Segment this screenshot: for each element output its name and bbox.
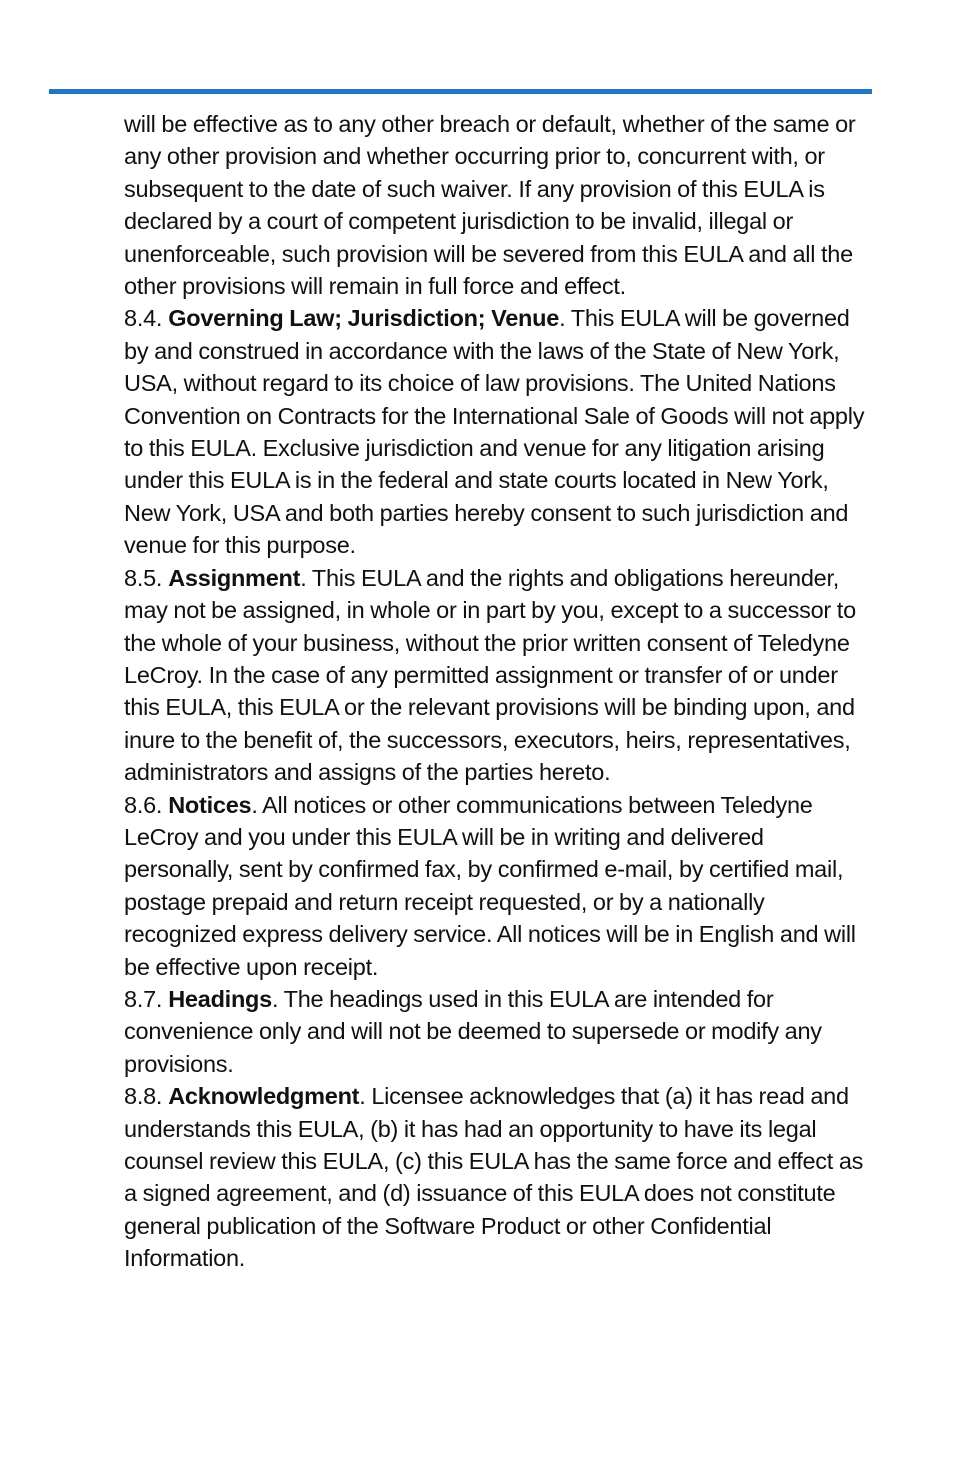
section-number: 8.6. — [124, 791, 163, 818]
section-body: . The headings used in this EULA are intended for convenience only and will not be deemed to supersede or modify any provisions. — [124, 985, 822, 1077]
section-heading: Acknowledgment — [168, 1083, 360, 1110]
section-body: . This EULA will be governed by and construed in accordance with the laws of the State of New York, USA, without regard to its choice of law provisions. The United Nations Convention on Contracts for the International Sale of Goods will not apply to this EULA. Exclusive jurisdiction and venue for any litigation arising under this EULA is in the federal and state courts located in New York, New York, USA and both parties hereby consent to such jurisdiction and venue for this purpose. — [124, 305, 865, 559]
section-heading: Assignment — [168, 564, 301, 591]
section-number: 8.5. — [124, 564, 163, 591]
section-assignment — [124, 562, 869, 789]
section-heading: Governing Law; Jurisdiction; Venue — [168, 305, 560, 332]
section-number: 8.7. — [124, 985, 163, 1012]
section-body: . Licensee acknowledges that (a) it has read and understands this EULA, (b) it has had an opportunity to have its legal counsel review this EULA, (c) this EULA has the same force and effect as a signed agreement, and (d) issuance of this EULA does not constitute general publication of the Software Product or other Confidential Information. — [124, 1083, 864, 1272]
section-acknowledgment — [124, 1080, 869, 1274]
document-body — [124, 108, 869, 1275]
section-notices — [124, 789, 869, 983]
section-body: . This EULA and the rights and obligations hereunder, may not be assigned, in whole or in part by you, except to a successor to the whole of your business, without the prior written consent of Teledyne LeCroy. In the case of any permitted assignment or transfer of or under this EULA, this EULA or the relevant provisions will be binding upon, and inure to the benefit of, the successors, executors, heirs, representatives, administrators and assigns of the parties hereto. — [124, 564, 856, 786]
header-rule — [49, 89, 872, 94]
section-number: 8.4. — [124, 305, 163, 332]
section-heading: Headings — [168, 985, 272, 1012]
section-headings — [124, 983, 869, 1080]
section-body: . All notices or other communications between Teledyne LeCroy and you under this EULA will be in writing and delivered personally, sent by confirmed fax, by confirmed e-mail, by certified mail, postage prepaid and return receipt requested, or by a nationally recognized express delivery service. All notices will be in English and will be effective upon receipt. — [124, 791, 856, 980]
continuation-paragraph: will be effective as to any other breach or default, whether of the same or any other provision and whether occurring prior to, concurrent with, or subsequent to the date of such waiver. If any provision of this EULA is declared by a court of competent jurisdiction to be invalid, illegal or unenforceable, such provision will be severed from this EULA and all the other provisions will remain in full force and effect. — [124, 111, 856, 300]
section-heading: Notices — [168, 791, 252, 818]
section-governing-law — [124, 302, 869, 561]
section-number: 8.8. — [124, 1083, 163, 1110]
